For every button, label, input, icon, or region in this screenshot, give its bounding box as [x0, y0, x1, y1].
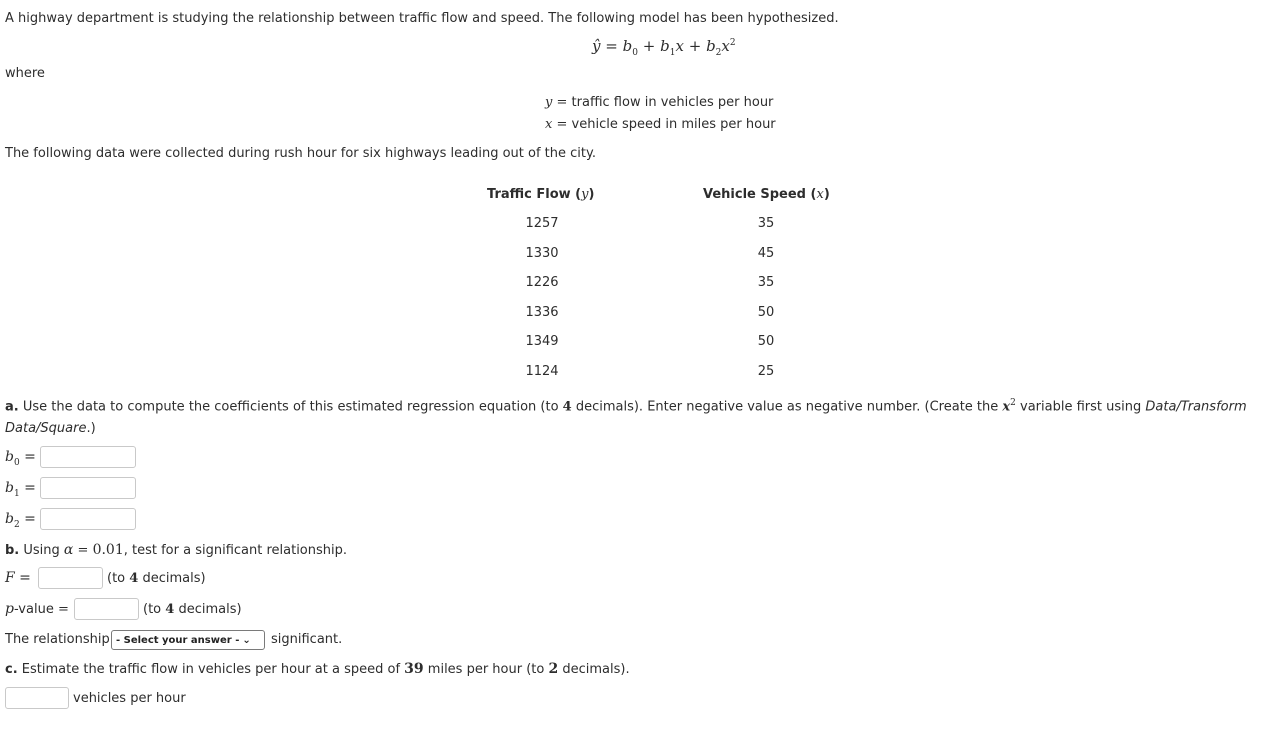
relationship-label: The relationship	[5, 632, 110, 647]
table-cell-flow: 1226	[525, 275, 559, 290]
part-c-instructions: c. Estimate the traffic flow in vehicles per hour at a speed of 39 miles per hour (to 2 decimals).	[5, 661, 630, 677]
part-b-instructions: b. Using α = 0.01, test for a significant relationship.	[5, 542, 348, 558]
chevron-down-icon: ⌄	[242, 634, 251, 646]
table-cell-speed: 25	[757, 364, 775, 379]
f-decimals-note: (to 4 decimals)	[107, 571, 206, 586]
table-cell-speed: 45	[757, 246, 775, 261]
where-label: where	[5, 66, 45, 81]
table-cell-flow: 1257	[525, 216, 559, 231]
b2-input[interactable]	[40, 508, 136, 530]
table-cell-flow: 1336	[525, 305, 559, 320]
y-hat: ŷ	[592, 37, 601, 55]
table-header-vehicle-speed: Vehicle Speed (x)	[703, 187, 830, 202]
table-header-traffic-flow: Traffic Flow (y)	[487, 187, 595, 202]
f-input[interactable]	[38, 567, 103, 589]
b1-label: $b_1$ =	[5, 480, 36, 499]
part-a-instructions-cont: Data/Square.)	[5, 421, 96, 436]
b0-label: $b_0$ =	[5, 449, 36, 468]
data-intro: The following data were collected during rush hour for six highways leading out of the city.	[5, 146, 596, 161]
definition-y: y = traffic flow in vehicles per hour	[545, 95, 774, 110]
p-value-input[interactable]	[74, 598, 139, 620]
p-decimals-note: (to 4 decimals)	[143, 602, 242, 617]
table-cell-flow: 1349	[525, 334, 559, 349]
b0-input[interactable]	[40, 446, 136, 468]
relationship-select[interactable]: - Select your answer - ⌄	[111, 630, 265, 650]
model-equation: ŷ = $b_0 + b_1x + b_2x^2$	[592, 37, 736, 58]
f-label: F =	[5, 570, 31, 586]
p-value-label: p-value =	[5, 601, 69, 617]
traffic-flow-estimate-input[interactable]	[5, 687, 69, 709]
table-cell-flow: 1124	[525, 364, 559, 379]
b2-label: $b_2$ =	[5, 511, 36, 530]
relationship-suffix: significant.	[271, 632, 343, 647]
table-cell-speed: 35	[757, 216, 775, 231]
intro-text: A highway department is studying the relationship between traffic flow and speed. The following model has been hypothesized.	[5, 11, 839, 26]
b1-input[interactable]	[40, 477, 136, 499]
table-cell-speed: 35	[757, 275, 775, 290]
part-a-instructions: a. Use the data to compute the coefficients of this estimated regression equation (to 4 decimals). Enter negative value as negative number. (Create the $x^2$ variable first using Data/Transform	[5, 398, 1247, 415]
definition-x: x = vehicle speed in miles per hour	[545, 117, 776, 132]
table-cell-speed: 50	[757, 305, 775, 320]
vehicles-per-hour-unit: vehicles per hour	[73, 691, 186, 706]
table-cell-speed: 50	[757, 334, 775, 349]
table-cell-flow: 1330	[525, 246, 559, 261]
